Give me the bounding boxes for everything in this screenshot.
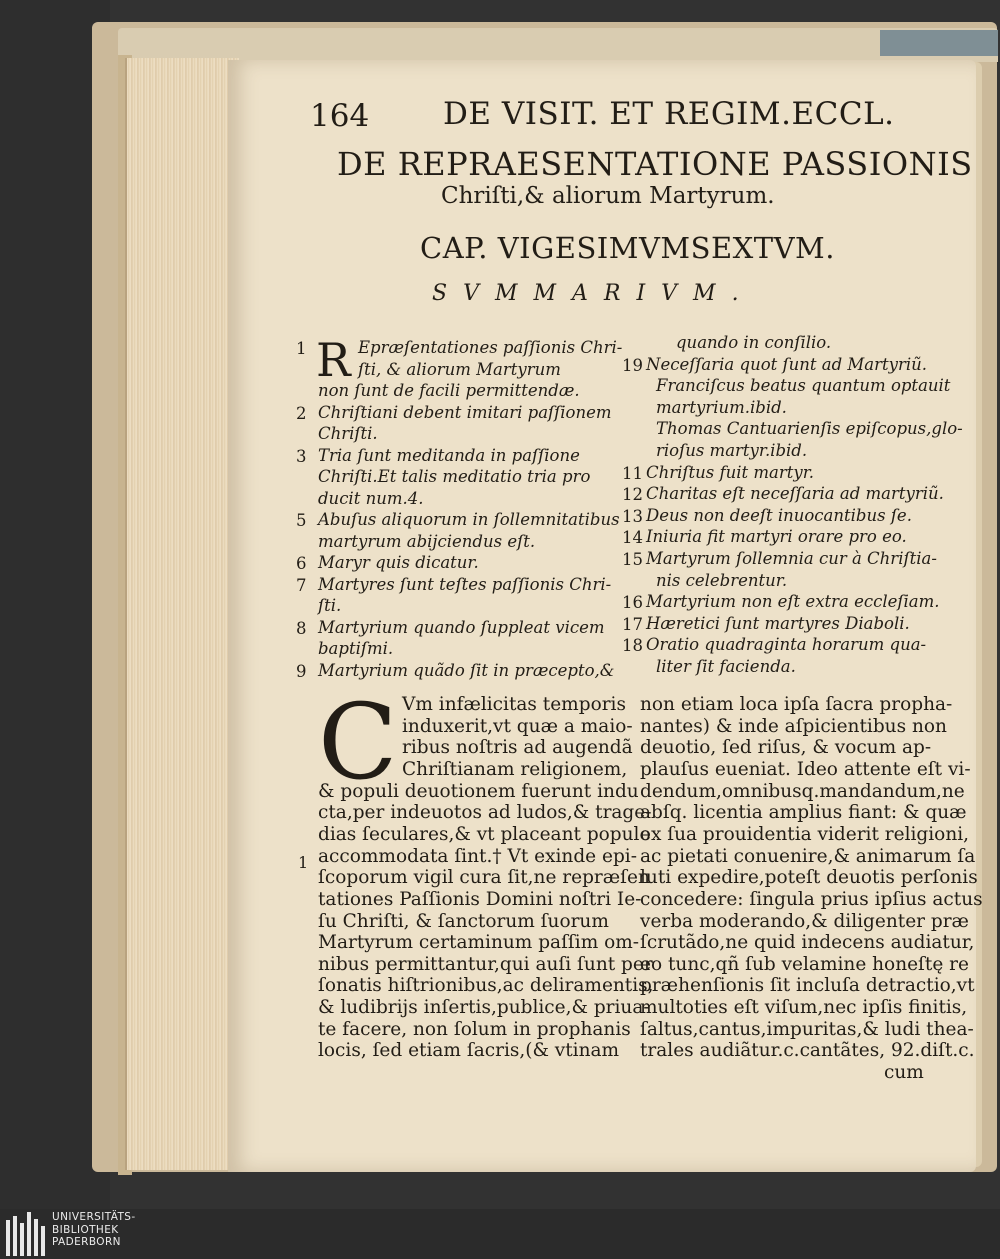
chapter-title: DE REPRAESENTATIONE PASSIONIS [337,145,973,183]
body-line: abſq. licentia amplius fiant: & quæ [640,802,967,824]
summary-item-number: 11 [622,463,643,483]
summary-item-number: 14 [622,528,643,548]
summary-line: Martyrium non eſt extra eccleſiam. [646,592,940,612]
body-line: nibus permittantur,qui auſi ſunt per [318,953,653,975]
summary-item-number: 12 [622,485,643,505]
summary-line: Hæretici ſunt martyres Diaboli. [646,613,910,633]
summary-line: martyrium.ibid. [656,397,787,417]
body-line: deuotio, ſed riſus, & vocum ap- [640,737,932,759]
body-line: cum [884,1062,924,1084]
summary-item-number: 9 [296,661,307,681]
summary-line: non ſunt de facili permittendæ. [318,381,580,400]
summary-item-number: 2 [296,403,307,423]
body-line: ac pietati conuenire,& animarum ſa [640,845,976,867]
summary-line: Martyrium quando ſuppleat vicem [318,617,605,637]
summary-item-number: 7 [296,575,307,595]
body-line: luti expedire,poteſt deuotis perſonis [640,867,978,889]
body-line: ſcoporum vigil cura ſit,ne repræſen [318,867,650,889]
summary-item-number: 15 [622,550,643,569]
body-line: præhenſionis ſit incluſa detractio,vt [640,975,975,997]
summary-line: Charitas eſt neceſſaria ad martyriũ. [646,484,944,504]
body-line: dias ſeculares,& vt placeant populo [318,823,651,845]
body-line: ex ſua prouidentia viderit religioni, [640,823,970,845]
summary-line: Epræſentationes paſſionis Chri- [358,338,623,357]
body-line: & ludibrijs inſertis,publice,& priua- [318,997,650,1019]
body-dropcap: C [318,681,398,803]
summary-heading: SVMMARIVM. [432,281,755,306]
summary-line: Abuſus aliquorum in ſollemnitatibus [318,510,620,529]
running-title: DE VISIT. ET REGIM.ECCL. [443,96,895,132]
summary-item-number: 18 [622,636,643,656]
body-line: & populi deuotionem fuerunt indu [318,780,639,802]
summary-line: Oratio quadraginta horarum qua- [646,635,927,655]
library-logo [6,1212,48,1256]
summary-line: nis celebrentur. [656,570,788,590]
summary-line: Iniuria fit martyri orare pro eo. [646,527,907,547]
summary-line: quando in conſilio. [676,333,832,352]
summary-line: Thomas Cantuarienſis epiſcopus,glo- [656,419,963,439]
summary-line: ſti. [318,596,342,615]
summary-line: baptiſmi. [318,639,394,658]
summary-line: Franciſcus beatus quantum optauit [656,376,951,396]
body-line: multoties eſt viſum,nec ipſis finitis, [640,997,968,1019]
body-line: ribus noſtris ad augendã [402,737,633,759]
body-line: nantes) & inde aſpicientibus non [640,715,947,737]
summary-line: Maryr quis dicatur. [318,553,479,572]
body-line: cta,per indeuotos ad ludos,& trage- [318,802,652,824]
summary-dropcap: R [316,333,351,387]
summary-line: Deus non deeſt inuocantibus ſe. [646,505,912,525]
body-line: ſonatis hiſtrionibus,ac deliramentis, [318,975,654,997]
page-number: 164 [310,98,370,134]
summary-line: Martyrum ſollemnia cur à Chriſtia- [646,549,937,568]
summary-line: Chriſti.Et talis meditatio tria pro [318,467,591,486]
body-line: concedere: ſingula prius ipſius actus [640,888,983,910]
page-edges [125,58,239,1170]
summary-item-number: 8 [296,618,307,638]
summary-item-number: 5 [296,511,307,530]
summary-line: Chriſtiani debent imitari paſſionem [318,402,612,422]
body-line: ſcrutãdo,ne quid indecens audiatur, [640,932,975,954]
book-cover-top [118,28,998,62]
summary-line: Tria ſunt meditanda in paſſione [318,445,580,465]
summary-line: liter ſit facienda. [656,657,796,676]
body-line: Chriſtianam religionem, [402,758,628,780]
body-line: ſu Chriſti, & ſanctorum ſuorum [318,910,609,932]
body-line: Martyrum certaminum paſſim om- [318,932,640,954]
body-line: locis, ſed etiam ſacris,(& vtinam [318,1040,620,1062]
footer-bar [0,1209,1000,1259]
chapter-number: CAP. VIGESIMVMSEXTVM. [420,231,835,265]
summary-line: Chriſtus fuit martyr. [646,462,815,482]
body-line: non etiam loca ipſa ſacra propha- [640,694,953,715]
summary-item-number: 1 [296,339,307,358]
summary-line: Martyres ſunt teſtes paſſionis Chri- [318,574,612,594]
library-name-line3: PADERBORN [52,1236,121,1248]
summary-line: Neceſſaria quot ſunt ad Martyriũ. [646,354,927,374]
summary-line: rioſus martyr.ibid. [656,441,808,460]
summary-item-number: 17 [622,614,643,634]
summary-line: ſti, & aliorum Martyrum [358,359,561,379]
book-spine-cloth [880,30,998,56]
summary-item-number: 19 [622,355,643,375]
summary-item-number: 13 [622,506,643,526]
body-line: accommodata ſint.† Vt exinde epi- [318,845,637,867]
margin-note: 1 [298,853,309,872]
body-line: verba moderando,& diligenter præ [640,910,969,932]
summary-line: Chriſti. [318,424,378,443]
summary-item-number: 6 [296,554,307,573]
body-line: te facere, non ſolum in prophanis [318,1018,631,1040]
body-line: dendum,omnibusq.mandandum,ne [640,780,965,802]
summary-line: martyrum abijciendus eſt. [318,531,536,551]
chapter-subtitle: Chriſti,& aliorum Martyrum. [441,183,775,209]
body-line: plauſus eueniat. Ideo attente eſt vi- [640,758,971,780]
body-line: Vm infælicitas temporis [402,694,626,715]
library-name-line2: BIBLIOTHEK [52,1223,119,1236]
summary-line: ducit num.4. [318,488,424,508]
summary-line: Martyrium quãdo ſit in præcepto,& [318,660,615,680]
body-line: induxerit,vt quæ a maio- [402,715,633,737]
summary-item-number: 16 [622,593,643,613]
body-line: trales audiãtur.c.cantãtes, 92.diſt.c. [640,1040,975,1062]
library-name [52,1211,136,1249]
summary-item-number: 3 [296,446,307,466]
library-name-line1: UNIVERSITÄTS- [52,1211,136,1223]
body-line: eo tunc,qñ ſub velamine honeſtę re [640,953,969,975]
body-line: tationes Paſſionis Domini noſtri Ie- [318,888,642,910]
body-line: ſaltus,cantus,impuritas,& ludi thea- [640,1018,974,1040]
